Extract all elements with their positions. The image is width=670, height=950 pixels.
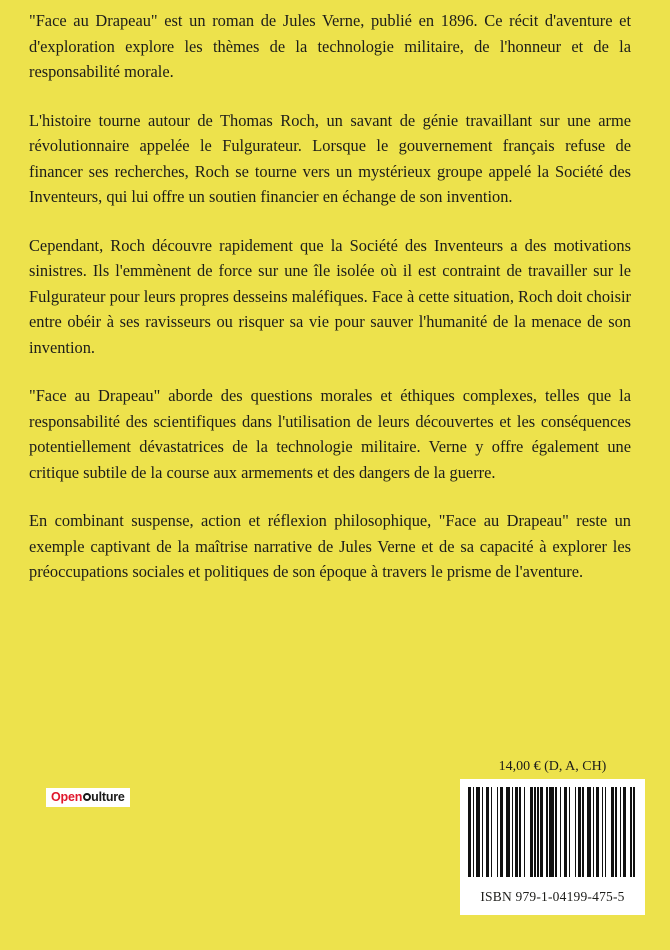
price-label: 14,00 € (D, A, CH) [498, 759, 607, 774]
description-paragraph-4: "Face au Drapeau" aborde des questions morales et éthiques complexes, telles que la responsabilité des scientifiques dans l'utilisation de leurs découvertes et les conséquences potentiellement dévastatrices de la technologie militaire. Verne y offre également une critique subtile de la course aux armements et des dangers de la guerre. [29, 386, 631, 482]
publisher-logo-open: Open [51, 790, 83, 804]
description-paragraph-5: En combinant suspense, action et réflexion philosophique, "Face au Drapeau" reste un exemple captivant de la maîtrise narrative de Jules Verne et de sa capacité à explorer les préoccupations sociales et politiques de son époque à travers le prisme de l'aventure. [29, 511, 631, 581]
publisher-logo [46, 788, 130, 807]
logo-circle-icon [83, 793, 91, 801]
description-paragraph-3: Cependant, Roch découvre rapidement que la Société des Inventeurs a des motivations sinistres. Ils l'emmènent de force sur une île isolée où il est contraint de travailler sur le Fulgurateur pour leurs propres desseins maléfiques. Face à cette situation, Roch doit choisir entre obéir à ses ravisseurs ou risquer sa vie pour sauver l'humanité de la menace de son invention. [29, 235, 631, 357]
back-cover-description [29, 8, 631, 608]
isbn-barcode [468, 787, 637, 877]
isbn-number: ISBN 979-1-04199-475-5 [480, 889, 625, 904]
publisher-logo-culture: ulture [91, 790, 125, 804]
barcode-space [635, 787, 637, 877]
description-paragraph-2: L'histoire tourne autour de Thomas Roch, un savant de génie travaillant sur une arme révolutionnaire appelée le Fulgurateur. Lorsque le gouvernement français refuse de financer ses recherches, Roch se tourne vers un mystérieux groupe appelé la Société des Inventeurs, qui lui offre un soutien financier en échange de son invention. [29, 110, 631, 206]
description-paragraph-1: "Face au Drapeau" est un roman de Jules Verne, publié en 1896. Ce récit d'aventure et d'exploration explore les thèmes de la technologie militaire, de l'honneur et de la responsabilité morale. [29, 11, 631, 81]
barcode-panel [460, 779, 645, 915]
